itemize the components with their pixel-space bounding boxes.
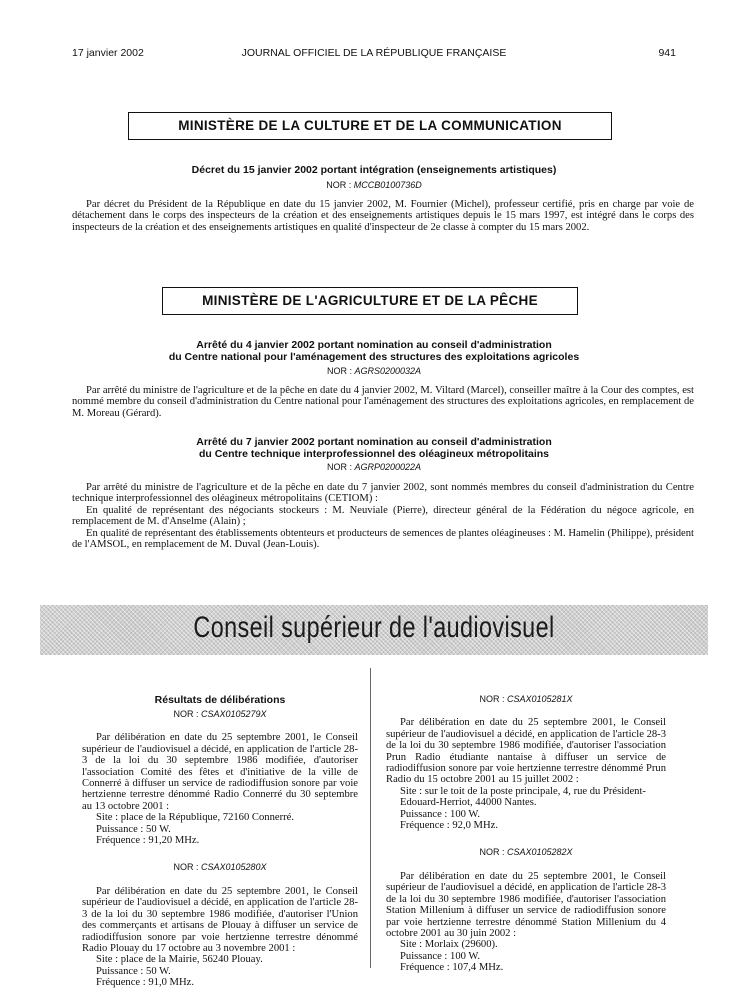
csa-entry-puissance: Puissance : 100 W.: [400, 808, 481, 820]
nor-code: CSAX0105282X: [506, 847, 573, 858]
nor-label: NOR :: [479, 694, 505, 704]
csa-entry-frequence: Fréquence : 107,4 MHz.: [400, 962, 504, 974]
decree-title: Décret du 15 janvier 2002 portant intégration (enseignements artistiques): [191, 164, 557, 176]
arrete2-title-line2: du Centre technique interprofessionnel des oléagineux métropolitains: [198, 448, 550, 460]
header-date: 17 janvier 2002: [72, 47, 144, 59]
csa-entry-site: Site : place de la République, 72160 Connerré.: [96, 812, 294, 824]
csa-entry-site: Site : Morlaix (29600).: [400, 939, 498, 951]
csa-banner: [40, 605, 708, 655]
decree-body: Par décret du Président de la République en date du 15 janvier 2002, M. Fournier (Michel), professeur certifié, pris en charge par voie de détachement dans le corps des inspecteurs de la création et des enseignements artistiques depuis le 15 mars 1997, est intégré dans le corps des inspecteurs de la création et des enseignements artistiques en qualité d'inspecteur de 2e classe à compter du 15 mars 2002.: [72, 199, 694, 233]
nor-label: NOR :: [326, 462, 352, 472]
nor-code: AGRP0200022A: [354, 462, 422, 472]
arrete2-paragraph: En qualité de représentant des établissements obtenteurs et producteurs de semences de plantes oléagineuses : M. Hamelin (Philippe), président de l'AMSOL, en remplacement de M. Duval (Jean-Louis).: [72, 527, 694, 551]
arrete1-title-line1: Arrêté du 4 janvier 2002 portant nomination au conseil d'administration: [196, 339, 552, 351]
csa-entry-body: Par délibération en date du 25 septembre 2001, le Conseil supérieur de l'audiovisuel a décidé, en application de l'article 28-3 de la loi du 30 septembre 1986 modifiée, d'autoriser l'association Station Millenium à diffuser un service de radiodiffusion sonore par voie hertzienne terrestre dénommé Station Millenium du 4 octobre 2001 au 30 juin 2002 :: [386, 870, 666, 939]
csa-entry-frequence: Fréquence : 92,0 MHz.: [400, 820, 498, 832]
ministry-culture-heading: MINISTÈRE DE LA CULTURE ET DE LA COMMUNICATION: [128, 112, 612, 140]
nor-code: CSAX0105281X: [506, 694, 573, 704]
nor-code: AGRS0200032A: [354, 366, 422, 376]
arrete1-title-line2: du Centre national pour l'aménagement des structures des exploitations agricoles: [168, 351, 580, 363]
decree-nor: [60, 180, 688, 190]
csa-entry-body: Par délibération en date du 25 septembre 2001, le Conseil supérieur de l'audiovisuel a décidé, en application de l'article 28-3 de la loi du 30 septembre 1986 modifiée, d'autoriser l'association Comité des fêtes et d'initiative de la ville de Connerré à diffuser un service de radiodiffusion sonore par voie hertzienne terrestre dénommé Radio Connerré du 30 septembre au 13 octobre 2001 :: [82, 732, 358, 812]
csa-banner-title: Conseil supérieur de l'audiovisuel: [193, 611, 555, 644]
csa-left-column: [82, 694, 358, 989]
csa-right-column: [386, 694, 666, 974]
csa-entry-body: Par délibération en date du 25 septembre 2001, le Conseil supérieur de l'audiovisuel a décidé, en application de l'article 28-3 de la loi du 30 septembre 1986 modifiée, d'autoriser l'association Prun Radio étudiante nantaise à diffuser un service de radiodiffusion sonore par voie hertzienne terrestre dénommé Prun Radio du 15 octobre 2001 au 15 juillet 2002 :: [386, 717, 666, 786]
nor-label: NOR :: [326, 180, 352, 190]
nor-label: NOR :: [173, 709, 199, 719]
arrete2-title: [60, 436, 688, 460]
nor-code: CSAX0105279X: [200, 709, 267, 719]
header-page-number: 941: [658, 47, 676, 59]
csa-entry-site: Site : place de la Mairie, 56240 Plouay.: [96, 954, 263, 966]
column-divider: [370, 668, 371, 968]
arrete2-paragraph: En qualité de représentant des négociants stockeurs : M. Neuviale (Pierre), directeur général de la Fédération du négoce agricole, en remplacement de M. d'Anselme (Alain) ;: [72, 504, 694, 528]
arrete2-paragraph: Par arrêté du ministre de l'agriculture et de la pêche en date du 7 janvier 2002, sont nommés membres du conseil d'administration du Centre technique interprofessionnel des oléagineux métropolitains (CETIOM) :: [72, 482, 694, 505]
csa-entry-nor: [386, 694, 666, 705]
header-journal-title: JOURNAL OFFICIEL DE LA RÉPUBLIQUE FRANÇAISE: [241, 47, 507, 59]
arrete2-nor: [60, 462, 688, 472]
arrete2-body: [72, 482, 694, 550]
csa-entry-nor: [82, 862, 358, 873]
csa-entry-nor: [386, 847, 666, 858]
csa-entry-frequence: Fréquence : 91,20 MHz.: [96, 835, 200, 847]
arrete1-body: Par arrêté du ministre de l'agriculture et de la pêche en date du 4 janvier 2002, M. Viltard (Marcel), conseiller maître à la Cour des comptes, est nommé membre du conseil d'administration du Centre national pour l'aménagement des structures des exploitations agricoles, en remplacement de M. Moreau (Gérard).: [72, 385, 694, 419]
csa-entry-site: Site : sur le toit de la poste principale, 4, rue du Président-Edouard-Herriot, 44000 Nantes.: [400, 785, 646, 809]
csa-entry-body: Par délibération en date du 25 septembre 2001, le Conseil supérieur de l'audiovisuel a décidé, en application de l'article 28-3 de la loi du 30 septembre 1986 modifiée, d'autoriser l'Union des commerçants et artisans de Plouay à diffuser un service de radiodiffusion sonore par voie hertzienne terrestre dénommé Radio Plouay du 17 octobre au 3 novembre 2001 :: [82, 885, 358, 954]
nor-code: MCCB0100736D: [353, 180, 422, 190]
ministry-agriculture-heading: MINISTÈRE DE L'AGRICULTURE ET DE LA PÊCHE: [162, 287, 578, 315]
nor-code: CSAX0105280X: [200, 862, 267, 873]
csa-entry-puissance: Puissance : 100 W.: [400, 950, 481, 962]
nor-label: NOR :: [173, 862, 199, 873]
nor-label: NOR :: [479, 847, 505, 858]
csa-entry-frequence: Fréquence : 91,0 MHz.: [96, 977, 194, 989]
arrete1-nor: [60, 366, 688, 376]
csa-entry-puissance: Puissance : 50 W.: [96, 965, 171, 977]
csa-entry-puissance: Puissance : 50 W.: [96, 823, 171, 835]
nor-label: NOR :: [326, 366, 352, 376]
csa-section-title: Résultats de délibérations: [154, 694, 286, 706]
csa-entry-nor: [82, 709, 358, 720]
arrete1-title: [60, 339, 688, 363]
arrete2-title-line1: Arrêté du 7 janvier 2002 portant nomination au conseil d'administration: [196, 436, 552, 448]
